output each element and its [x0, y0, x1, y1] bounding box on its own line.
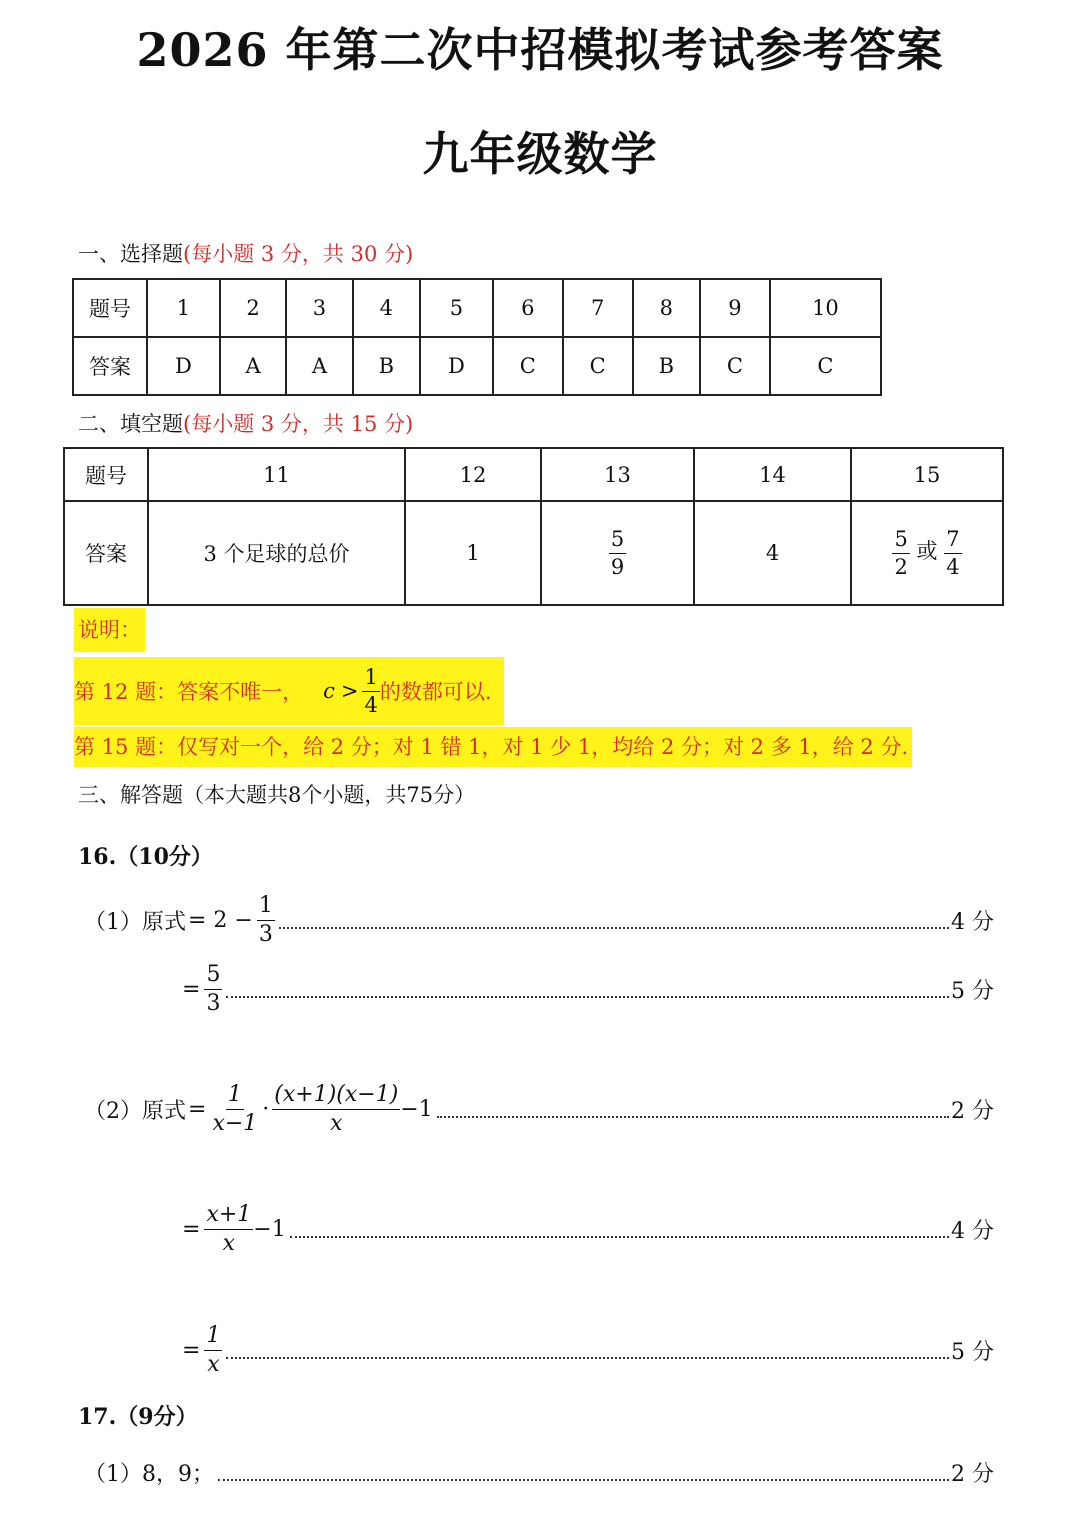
question-number: 3	[286, 279, 352, 337]
fraction	[892, 528, 909, 577]
question-number: 14	[694, 448, 851, 501]
greater-than: >	[340, 679, 359, 703]
numerator: 5	[204, 963, 222, 989]
denominator: x−1	[212, 1110, 258, 1136]
fraction	[944, 528, 961, 577]
dot-leader	[218, 1479, 949, 1481]
numerator: 1	[204, 1324, 222, 1350]
answer-cell: 1	[405, 501, 541, 605]
numerator: 7	[944, 528, 961, 553]
q16-p2-line2	[182, 1197, 994, 1261]
choice-answer-table	[72, 278, 882, 396]
score: 4 分	[951, 909, 994, 935]
denominator: x	[222, 1230, 236, 1256]
numerator: 1	[257, 894, 275, 920]
expression: = 2 −	[188, 907, 253, 933]
question-number: 9	[700, 279, 770, 337]
answer-cell: B	[353, 337, 420, 395]
section-2-title: 二、填空题	[78, 412, 183, 436]
answer-cell: A	[286, 337, 352, 395]
expression: =	[182, 976, 201, 1002]
answer-cell: C	[700, 337, 770, 395]
fraction	[362, 666, 379, 715]
q16-p2-line1	[84, 1076, 994, 1142]
expression: =	[182, 1216, 201, 1242]
question-number: 10	[770, 279, 881, 337]
fraction	[609, 528, 626, 577]
dot-leader	[437, 1116, 949, 1118]
note-q15: 第 15 题：仅写对一个，给 2 分；对 1 错 1，对 1 少 1，均给 2 分；对 2 多 1，给 2 分.	[74, 727, 912, 767]
section-1-heading	[78, 238, 413, 268]
answer-cell: C	[563, 337, 633, 395]
section-3-heading: 三、解答题（本大题共8个小题，共75分）	[78, 783, 476, 807]
q16-p1-line1	[84, 888, 994, 952]
question-number: 2	[220, 279, 286, 337]
table-row-label: 答案	[64, 501, 148, 605]
choice-number-row	[73, 279, 881, 337]
score: 2 分	[951, 1098, 994, 1124]
answer-cell: 4	[694, 501, 851, 605]
fraction	[204, 1324, 222, 1375]
section-1-title: 一、选择题	[78, 242, 183, 266]
numerator: x+1	[204, 1203, 253, 1229]
fill-answer-table	[63, 447, 1004, 606]
question-number: 15	[851, 448, 1003, 501]
fraction	[210, 1083, 259, 1134]
fill-answer-row	[64, 501, 1003, 605]
variable-c: c	[323, 679, 335, 703]
expression: =	[182, 1337, 201, 1363]
answer-cell	[851, 501, 1003, 605]
note-q12-text: 第 12 题：答案不唯一，	[74, 680, 304, 704]
table-row-label: 答案	[73, 337, 147, 395]
page-subtitle: 九年级数学	[422, 127, 658, 181]
numerator: 5	[609, 528, 626, 553]
q17-title: 17.（9分）	[78, 1404, 198, 1430]
expression: −1	[253, 1216, 286, 1242]
expression: −1	[400, 1096, 433, 1122]
answer-cell: D	[420, 337, 493, 395]
question-number: 11	[148, 448, 405, 501]
step-label: （1）8，9；	[84, 1461, 214, 1487]
answer-cell: B	[633, 337, 700, 395]
answer-cell: D	[147, 337, 220, 395]
question-number: 13	[541, 448, 694, 501]
dot-leader	[279, 927, 949, 929]
dot-leader	[226, 1357, 949, 1359]
note-q12	[74, 657, 504, 725]
denominator: 9	[610, 554, 625, 579]
fraction	[257, 894, 275, 945]
fraction	[272, 1083, 400, 1134]
q16-title: 16.（10分）	[78, 844, 213, 870]
answer-cell: C	[493, 337, 563, 395]
question-number: 7	[563, 279, 633, 337]
numerator: 1	[226, 1083, 244, 1109]
choice-answer-row	[73, 337, 881, 395]
note-q12-end: 的数都可以.	[379, 680, 492, 704]
question-number: 12	[405, 448, 541, 501]
numerator: 1	[362, 666, 379, 691]
numerator: (x+1)(x−1)	[272, 1083, 400, 1109]
q16-p2-line3	[182, 1318, 994, 1382]
score: 2 分	[951, 1461, 994, 1487]
denominator: 2	[894, 554, 908, 579]
answer-cell	[541, 501, 694, 605]
answer-cell: A	[220, 337, 286, 395]
denominator: 3	[258, 921, 273, 947]
score: 5 分	[951, 1339, 994, 1365]
denominator: 3	[206, 990, 221, 1016]
dot-leader	[290, 1236, 949, 1238]
answer-cell: 3 个足球的总价	[148, 501, 405, 605]
or-word: 或	[916, 539, 938, 564]
section-2-note: (每小题 3 分，共 15 分)	[183, 412, 414, 436]
q16-p1-line2	[182, 957, 994, 1021]
score: 5 分	[951, 978, 994, 1004]
denominator: 4	[946, 554, 960, 579]
step-label: （2）原式	[84, 1098, 186, 1124]
score: 4 分	[951, 1218, 994, 1244]
section-2-heading	[78, 408, 413, 438]
answer-cell: C	[770, 337, 881, 395]
expression: =	[188, 1096, 207, 1122]
dot-leader	[226, 996, 949, 998]
question-number: 8	[633, 279, 700, 337]
page-title: 2026 年第二次中招模拟考试参考答案	[136, 23, 944, 77]
question-number: 4	[353, 279, 420, 337]
question-number: 5	[420, 279, 493, 337]
fill-number-row	[64, 448, 1003, 501]
denominator: x	[207, 1351, 220, 1377]
denominator: x	[330, 1110, 343, 1136]
numerator: 5	[892, 528, 909, 553]
denominator: 4	[364, 692, 378, 717]
q17-p1-line	[84, 1454, 994, 1490]
fraction	[204, 963, 222, 1014]
question-number: 6	[493, 279, 563, 337]
fraction	[204, 1203, 253, 1254]
question-number: 1	[147, 279, 220, 337]
table-row-label: 题号	[64, 448, 148, 501]
multiply-dot: ·	[262, 1096, 270, 1122]
notes-label: 说明：	[74, 608, 145, 652]
section-1-note: (每小题 3 分，共 30 分)	[183, 242, 414, 266]
step-label: （1）原式	[84, 909, 186, 935]
table-row-label: 题号	[73, 279, 147, 337]
